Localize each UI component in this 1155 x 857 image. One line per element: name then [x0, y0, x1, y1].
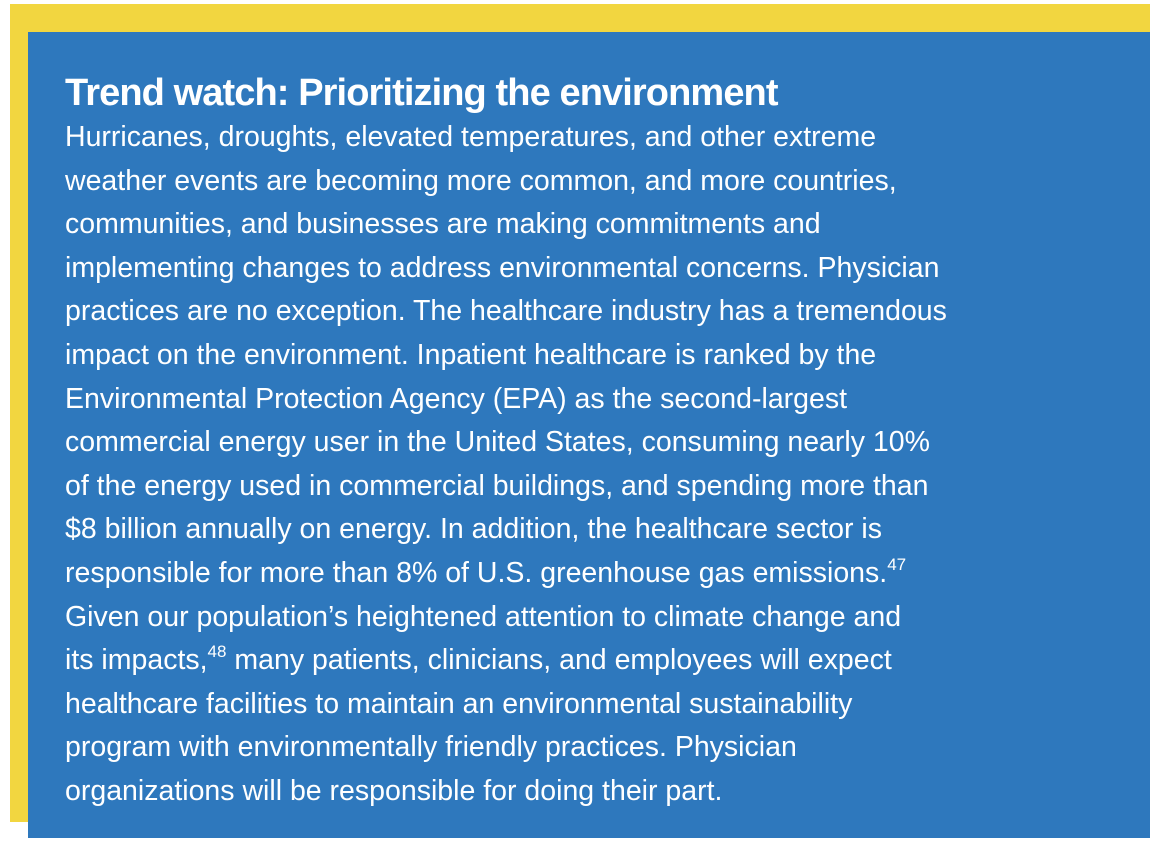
body-line-8: commercial energy user in the United States, consuming nearly 10% [65, 426, 930, 459]
body-line-15: program with environmentally friendly practices. Physician [65, 731, 797, 764]
body-line-16: organizations will be responsible for doing their part. [65, 774, 723, 807]
trend-watch-callout [28, 32, 1150, 838]
body-line-13-continuation: many patients, clinicians, and employees will expect [226, 644, 892, 677]
body-line-5: practices are no exception. The healthcare industry has a tremendous [65, 295, 947, 328]
body-line-13-text: its impacts, [65, 644, 208, 677]
body-line-13 [65, 639, 1130, 683]
body-line-1: Hurricanes, droughts, elevated temperatures, and other extreme [65, 121, 877, 153]
body-line-11 [65, 552, 1130, 596]
body-line-2: weather events are becoming more common, and more countries, [65, 164, 897, 197]
body-line-14: healthcare facilities to maintain an environmental sustainability [65, 687, 853, 720]
body-line-6: impact on the environment. Inpatient healthcare is ranked by the [65, 338, 877, 371]
body-line-7: Environmental Protection Agency (EPA) as the second-largest [65, 382, 848, 415]
callout-title: Trend watch: Prioritizing the environment [65, 72, 778, 114]
body-line-4: implementing changes to address environmental concerns. Physician [65, 251, 940, 284]
footnote-ref-47[interactable]: 47 [887, 554, 907, 574]
footnote-ref-48[interactable]: 48 [207, 642, 227, 662]
body-line-3: communities, and businesses are making commitments and [65, 208, 821, 241]
body-line-12: Given our population’s heightened attention to climate change and [65, 600, 902, 633]
body-line-11-text: responsible for more than 8% of U.S. greenhouse gas emissions. [65, 556, 888, 589]
callout-body [65, 116, 1130, 814]
body-line-10: $8 billion annually on energy. In addition, the healthcare sector is [65, 513, 882, 546]
body-line-9: of the energy used in commercial buildings, and spending more than [65, 469, 929, 502]
